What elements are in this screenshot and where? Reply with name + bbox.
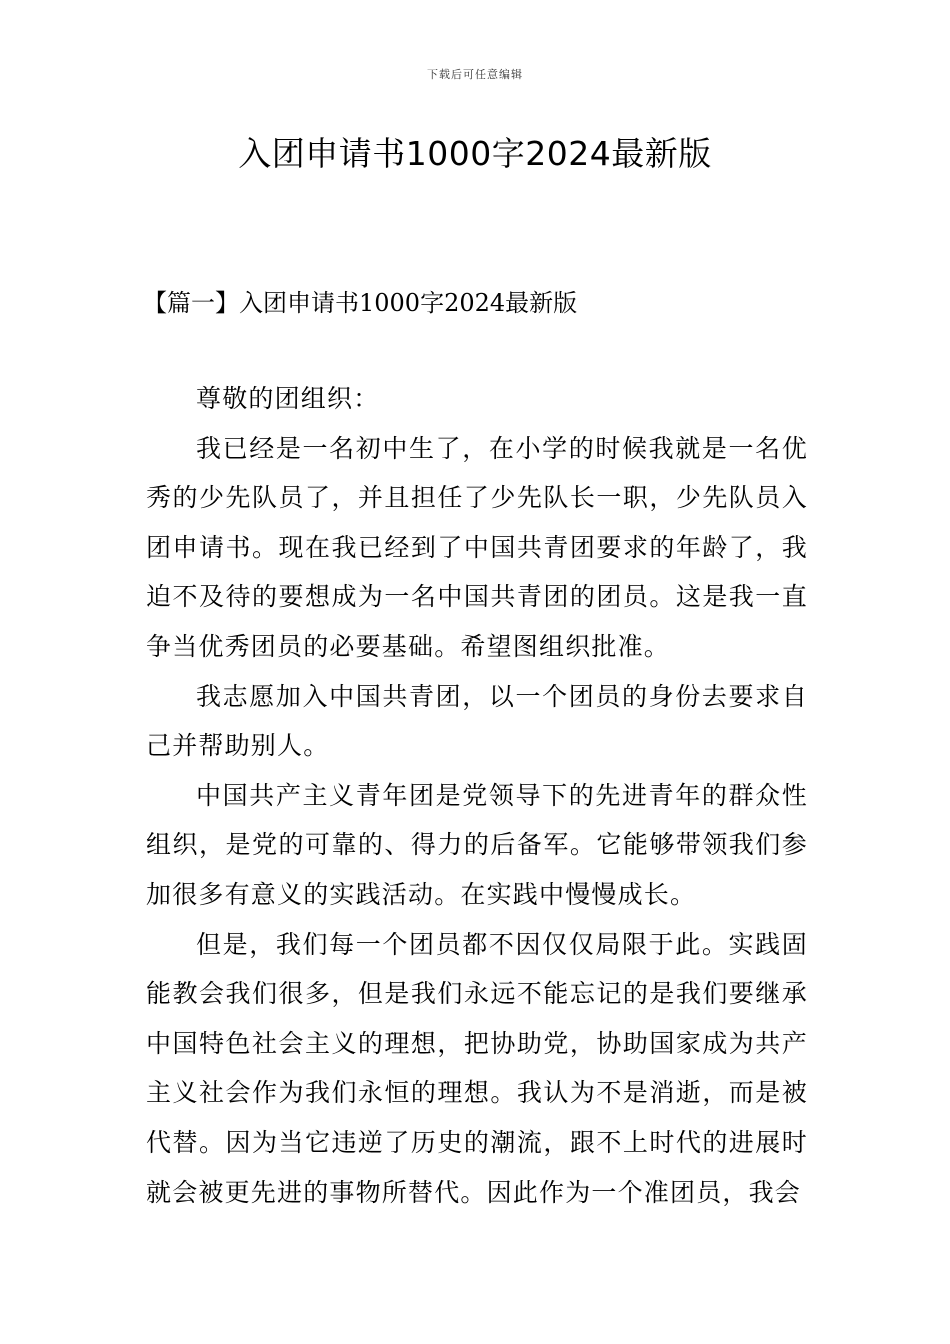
paragraph-2: 我志愿加入中国共青团，以一个团员的身份去要求自己并帮助别人。: [146, 681, 808, 761]
salutation: 尊敬的团组织：: [196, 384, 380, 413]
document-title: 入团申请书1000字2024最新版: [238, 134, 712, 173]
paragraph-1: 我已经是一名初中生了，在小学的时候我就是一名优秀的少先队员了，并且担任了少先队长一职，少先队员入团申请书。现在我已经到了中国共青团要求的年龄了，我迫不及待的要想成为一名中国共青团的团员。这是我一直争当优秀团员的必要基础。希望图组织批准。: [146, 433, 808, 661]
letter-body: [146, 374, 808, 1217]
paragraph-3: 中国共产主义青年团是党领导下的先进青年的群众性组织，是党的可靠的、得力的后备军。它能够带领我们参加很多有意义的实践活动。在实践中慢慢成长。: [146, 780, 808, 909]
paragraph-4: 但是，我们每一个团员都不因仅仅局限于此。实践固能教会我们很多，但是我们永远不能忘记的是我们要继承中国特色社会主义的理想，把协助党，协助国家成为共产主义社会作为我们永恒的理想。我认为不是消逝，而是被代替。因为当它违逆了历史的潮流，跟不上时代的进展时就会被更先进的事物所替代。因此作为一个准团员，我会: [146, 929, 808, 1207]
header-note: 下载后可任意编辑: [427, 68, 523, 81]
section-heading: 【篇一】入团申请书1000字2024最新版: [143, 289, 578, 317]
